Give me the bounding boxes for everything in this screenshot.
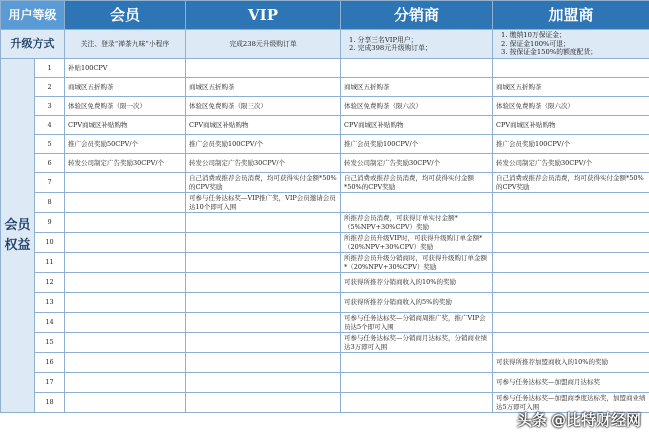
benefit-row [1,313,649,333]
benefit-cell-member [65,293,186,313]
benefit-cell-franchise: 可参与任务达标奖—加盟商月达标奖 [493,373,649,393]
benefit-cell-distributor: 所推荐会员升级分销商时，可获得升级购订单金额*（20%NPV+30%CPV）奖励 [341,253,493,273]
row-number: 13 [35,293,65,313]
upgrade-method-label: 升级方式 [1,30,65,59]
upgrade-distributor-line: 1. 分享三名VIP用户； [349,35,418,44]
benefit-cell-member [65,353,186,373]
row-number: 1 [35,59,65,78]
benefit-cell-vip: CPV商城区补贴购物 [186,116,341,135]
member-benefits-label-line: 权益 [4,237,31,253]
benefit-cell-distributor [341,393,493,413]
benefit-row [1,193,649,213]
row-number: 5 [35,135,65,154]
upgrade-franchise [493,30,649,59]
benefit-cell-distributor [341,373,493,393]
benefit-cell-distributor: 可参与任务达标奖—分销商月达标奖，分销商业绩达3万即可入围 [341,333,493,353]
row-number: 3 [35,97,65,116]
benefit-cell-member: 推广会员奖励50CPV/个 [65,135,186,154]
benefit-cell-franchise: 可参与任务达标奖—加盟商季度达标奖，加盟商业绩达5万即可入围 [493,393,649,413]
benefit-row [1,213,649,233]
upgrade-method-row [1,30,649,59]
benefit-cell-member [65,373,186,393]
upgrade-vip: 完成238元升级购订单 [186,30,341,59]
benefit-cell-franchise: 可获得所推荐加盟商收入的10%的奖励 [493,353,649,373]
row-number: 18 [35,393,65,413]
upgrade-distributor-line: 2. 完成398元升级购订单； [349,44,432,52]
benefit-cell-vip [186,313,341,333]
row-number: 8 [35,193,65,213]
benefit-cell-distributor: 体验区免费购茶（限六次） [341,97,493,116]
member-benefits-label-line: 会员 [4,218,31,233]
benefit-cell-member: 补贴100CPV [65,59,186,78]
benefit-cell-vip [186,273,341,293]
benefit-cell-franchise [493,253,649,273]
user-level-header: 用户等级 [1,1,65,30]
benefit-cell-franchise [493,213,649,233]
benefit-cell-distributor: 可获得所推荐分销商收入的10%的奖励 [341,273,493,293]
benefit-cell-member [65,193,186,213]
benefit-cell-franchise [493,59,649,78]
tier-header-distributor: 分销商 [341,1,493,30]
benefit-row [1,78,649,97]
benefit-row [1,273,649,293]
benefit-cell-distributor [341,59,493,78]
member-benefits-label [1,59,35,413]
benefit-cell-member [65,173,186,193]
upgrade-distributor [341,30,493,59]
benefit-cell-distributor: 推广会员奖励100CPV/个 [341,135,493,154]
benefit-row [1,233,649,253]
benefit-row [1,293,649,313]
benefit-cell-distributor: 可参与任务达标奖—分销商周推广奖，推广VIP会员达5个即可入围 [341,313,493,333]
benefit-cell-member: 商城区五折购茶 [65,78,186,97]
benefit-cell-vip [186,373,341,393]
benefit-cell-distributor: 所推荐会员升级VIP时，可获得升级购订单金额*（20%NPV+30%CPV）奖励 [341,233,493,253]
upgrade-franchise-line: 2. 保证金100%可退； [501,39,570,48]
benefit-row [1,97,649,116]
benefit-cell-member [65,313,186,333]
benefit-cell-distributor [341,193,493,213]
benefit-cell-franchise: 商城区五折购茶 [493,78,649,97]
benefit-cell-vip: 体验区免费购茶（限三次） [186,97,341,116]
watermark-account: @比特财经网 [550,411,641,429]
benefit-cell-distributor [341,353,493,373]
benefit-cell-franchise [493,313,649,333]
benefit-row [1,173,649,193]
upgrade-franchise-line: 1. 缴纳10万保证金； [501,31,566,40]
benefit-row [1,253,649,273]
benefit-row [1,154,649,173]
benefit-cell-vip [186,233,341,253]
benefit-cell-member [65,253,186,273]
row-number: 14 [35,313,65,333]
tier-header-vip: VIP [186,1,341,30]
benefit-cell-franchise: 推广会员奖励100CPV/个 [493,135,649,154]
benefit-cell-franchise [493,333,649,353]
benefit-cell-vip [186,353,341,373]
row-number: 11 [35,253,65,273]
benefit-cell-franchise: 体验区免费购茶（限六次） [493,97,649,116]
benefit-cell-member: 转发公司制定广告奖励30CPV/个 [65,154,186,173]
benefit-cell-vip: 可参与任务达标奖—VIP推广奖，VIP会员邀请会员达10个即可入围 [186,193,341,213]
benefit-row [1,116,649,135]
row-number: 7 [35,173,65,193]
benefit-cell-franchise [493,193,649,213]
benefit-cell-franchise [493,293,649,313]
benefit-cell-vip [186,333,341,353]
benefit-row [1,333,649,353]
tier-header-franchise: 加盟商 [493,1,649,30]
benefit-cell-vip [186,293,341,313]
row-number: 6 [35,154,65,173]
benefit-cell-distributor: 自己消费或推荐会员消费，均可获得实付金额*50%的CPV奖励 [341,173,493,193]
benefit-cell-vip: 自己消费或推荐会员消费，均可获得实付金额*50%的CPV奖励 [186,173,341,193]
row-number: 2 [35,78,65,97]
benefit-cell-franchise: 自己消费或推荐会员消费，均可获得实付金额*50%的CPV奖励 [493,173,649,193]
benefit-cell-member [65,233,186,253]
benefit-cell-franchise [493,273,649,293]
benefit-cell-vip [186,393,341,413]
row-number: 10 [35,233,65,253]
benefit-cell-member: CPV商城区补贴购物 [65,116,186,135]
upgrade-franchise-line: 3. 按保证金150%的额度配货； [501,48,598,57]
benefit-cell-vip: 转发公司制定广告奖励30CPV/个 [186,154,341,173]
benefit-cell-vip [186,253,341,273]
benefit-cell-vip [186,213,341,233]
row-number: 4 [35,116,65,135]
row-number: 17 [35,373,65,393]
benefit-cell-franchise: CPV商城区补贴购物 [493,116,649,135]
row-number: 16 [35,353,65,373]
benefit-cell-franchise: 转发公司制定广告奖励30CPV/个 [493,154,649,173]
benefit-cell-vip: 推广会员奖励100CPV/个 [186,135,341,154]
benefit-cell-vip [186,59,341,78]
benefit-row [1,373,649,393]
benefit-cell-distributor: 转发公司制定广告奖励30CPV/个 [341,154,493,173]
benefit-cell-franchise [493,233,649,253]
benefit-cell-distributor: 所推荐会员消费，可获得订单实付金额*（5%NPV+30%CPV）奖励 [341,213,493,233]
upgrade-member: 关注、登录“禅茶九味”小程序 [65,30,186,59]
benefit-cell-member [65,273,186,293]
row-number: 9 [35,213,65,233]
benefit-cell-member [65,393,186,413]
benefit-cell-distributor: CPV商城区补贴购物 [341,116,493,135]
benefit-row [1,135,649,154]
watermark-source: 头条 [516,411,547,429]
benefit-cell-member [65,333,186,353]
benefit-cell-vip: 商城区五折购茶 [186,78,341,97]
row-number: 12 [35,273,65,293]
tier-header-member: 会员 [65,1,186,30]
benefit-cell-member [65,213,186,233]
benefit-cell-member: 体验区免费购茶（限一次） [65,97,186,116]
benefit-row [1,353,649,373]
benefit-cell-distributor: 商城区五折购茶 [341,78,493,97]
benefit-cell-distributor: 可获得所推荐分销商收入的5%的奖励 [341,293,493,313]
benefit-row [1,59,649,78]
watermark [517,409,641,430]
header-row [1,1,649,30]
row-number: 15 [35,333,65,353]
